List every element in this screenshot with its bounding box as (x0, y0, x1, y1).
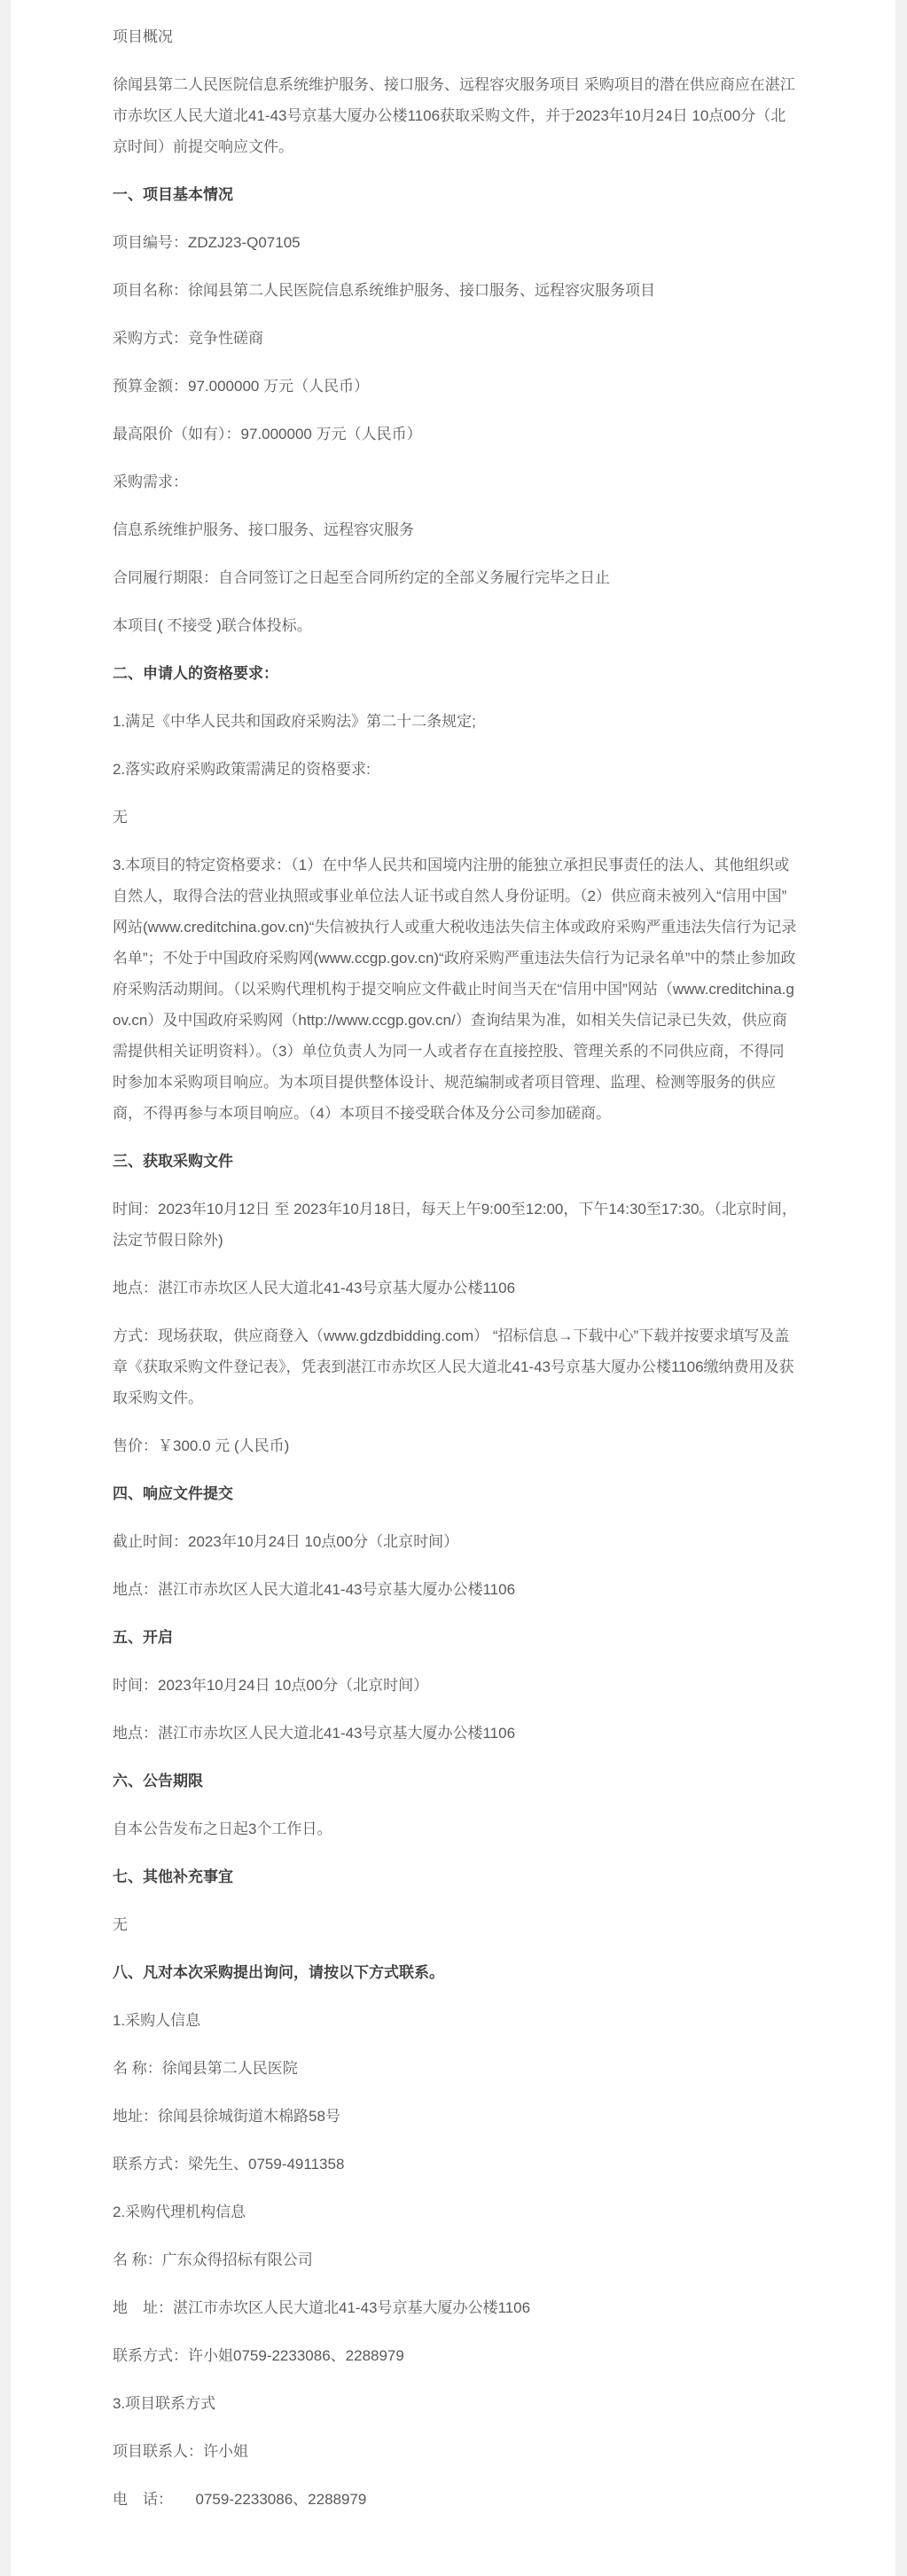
paragraph: 售价：￥300.0 元 (人民币) (113, 1437, 290, 1454)
section-heading: 五、开启 (113, 1629, 173, 1646)
paragraph: 采购方式：竞争性磋商 (113, 330, 263, 347)
paragraph: 1.采购人信息 (113, 2012, 201, 2029)
paragraph: 项目编号：ZDZJ23-Q07105 (113, 234, 301, 251)
paragraph: 徐闻县第二人民医院信息系统维护服务、接口服务、远程容灾服务项目 采购项目的潜在供应商应在湛江市赤坎区人民大道北41-43号京基大厦办公楼1106获取采购文件，并于2023年10月24日 10点00分（北京时间）前提交响应文件。 (113, 76, 795, 155)
paragraph: 名 称：徐闻县第二人民医院 (113, 2060, 298, 2077)
section-heading: 八、凡对本次采购提出询问，请按以下方式联系。 (113, 1964, 444, 1981)
section-heading: 四、响应文件提交 (113, 1485, 233, 1502)
paragraph: 电 话： 0759-2233086、2288979 (113, 2491, 367, 2508)
paragraph: 名 称：广东众得招标有限公司 (113, 2251, 313, 2268)
paragraph: 地点：湛江市赤坎区人民大道北41-43号京基大厦办公楼1106 (113, 1280, 516, 1296)
paragraph: 时间：2023年10月24日 10点00分（北京时间） (113, 1677, 429, 1694)
paragraph: 2.落实政府采购政策需满足的资格要求: (113, 761, 371, 778)
section-heading: 六、公告期限 (113, 1773, 203, 1789)
procurement-notice-page (11, 0, 895, 2576)
paragraph: 地址：徐闻县徐城街道木棉路58号 (113, 2108, 340, 2125)
paragraph: 信息系统维护服务、接口服务、远程容灾服务 (113, 521, 414, 538)
document-body (113, 21, 797, 2515)
paragraph: 最高限价（如有）：97.000000 万元（人民币） (113, 426, 422, 442)
paragraph: 无 (113, 1916, 128, 1933)
paragraph: 本项目( 不接受 )联合体投标。 (113, 617, 312, 634)
paragraph: 采购需求： (113, 474, 188, 490)
paragraph: 3.本项目的特定资格要求：（1）在中华人民共和国境内注册的能独立承担民事责任的法人、其他组织或自然人，取得合法的营业执照或事业单位法人证书或自然人身份证明。（2）供应商未被列入“信用中国”网站(www.creditchina.gov.cn)“失信被执行人或重大税收违法失信主体或政府采购严重违法失信行为记录名单”；不处于中国政府采购网(www.ccgp.gov.cn)“政府采购严重违法失信行为记录名单”中的禁止参加政府采购活动期间。（以采购代理机构于提交响应文件截止时间当天在“信用中国”网站（www.creditchina.gov.cn）及中国政府采购网（http://www.ccgp.gov.cn/）查询结果为准，如相关失信记录已失效，供应商需提供相关证明资料）。（3）单位负责人为同一人或者存在直接控股、管理关系的不同供应商，不得同时参加本采购项目响应。为本项目提供整体设计、规范编制或者项目管理、监理、检测等服务的供应商，不得再参与本项目响应。（4）本项目不接受联合体及分公司参加磋商。 (113, 857, 797, 1122)
paragraph: 项目概况 (113, 28, 173, 45)
section-heading: 三、获取采购文件 (113, 1153, 233, 1170)
section-heading: 七、其他补充事宜 (113, 1868, 233, 1885)
paragraph: 预算金额：97.000000 万元（人民币） (113, 378, 370, 395)
paragraph: 项目名称：徐闻县第二人民医院信息系统维护服务、接口服务、远程容灾服务项目 (113, 282, 655, 299)
paragraph: 无 (113, 809, 128, 826)
paragraph: 项目联系人：许小姐 (113, 2443, 248, 2460)
paragraph: 合同履行期限：自合同签订之日起至合同所约定的全部义务履行完毕之日止 (113, 569, 610, 586)
paragraph: 地 址：湛江市赤坎区人民大道北41-43号京基大厦办公楼1106 (113, 2299, 531, 2316)
section-heading: 一、项目基本情况 (113, 186, 233, 203)
paragraph: 地点：湛江市赤坎区人民大道北41-43号京基大厦办公楼1106 (113, 1581, 516, 1598)
paragraph: 联系方式：梁先生、0759-4911358 (113, 2156, 345, 2173)
paragraph: 地点：湛江市赤坎区人民大道北41-43号京基大厦办公楼1106 (113, 1725, 516, 1742)
paragraph: 自本公告发布之日起3个工作日。 (113, 1820, 332, 1837)
paragraph: 1.满足《中华人民共和国政府采购法》第二十二条规定; (113, 713, 476, 730)
section-heading: 二、申请人的资格要求： (113, 665, 278, 682)
paragraph: 方式：现场获取，供应商登入（www.gdzdbidding.com） “招标信息→下载中心”下载并按要求填写及盖章《获取采购文件登记表》，凭表到湛江市赤坎区人民大道北41-43号京基大厦办公楼1106缴纳费用及获取采购文件。 (113, 1327, 794, 1406)
paragraph: 2.采购代理机构信息 (113, 2204, 246, 2220)
paragraph: 3.项目联系方式 (113, 2395, 216, 2412)
paragraph: 截止时间：2023年10月24日 10点00分（北京时间） (113, 1533, 459, 1550)
paragraph: 时间：2023年10月12日 至 2023年10月18日，每天上午9:00至12:00，下午14:30至17:30。（北京时间，法定节假日除外) (113, 1201, 797, 1249)
paragraph: 联系方式：许小姐0759-2233086、2288979 (113, 2347, 404, 2364)
